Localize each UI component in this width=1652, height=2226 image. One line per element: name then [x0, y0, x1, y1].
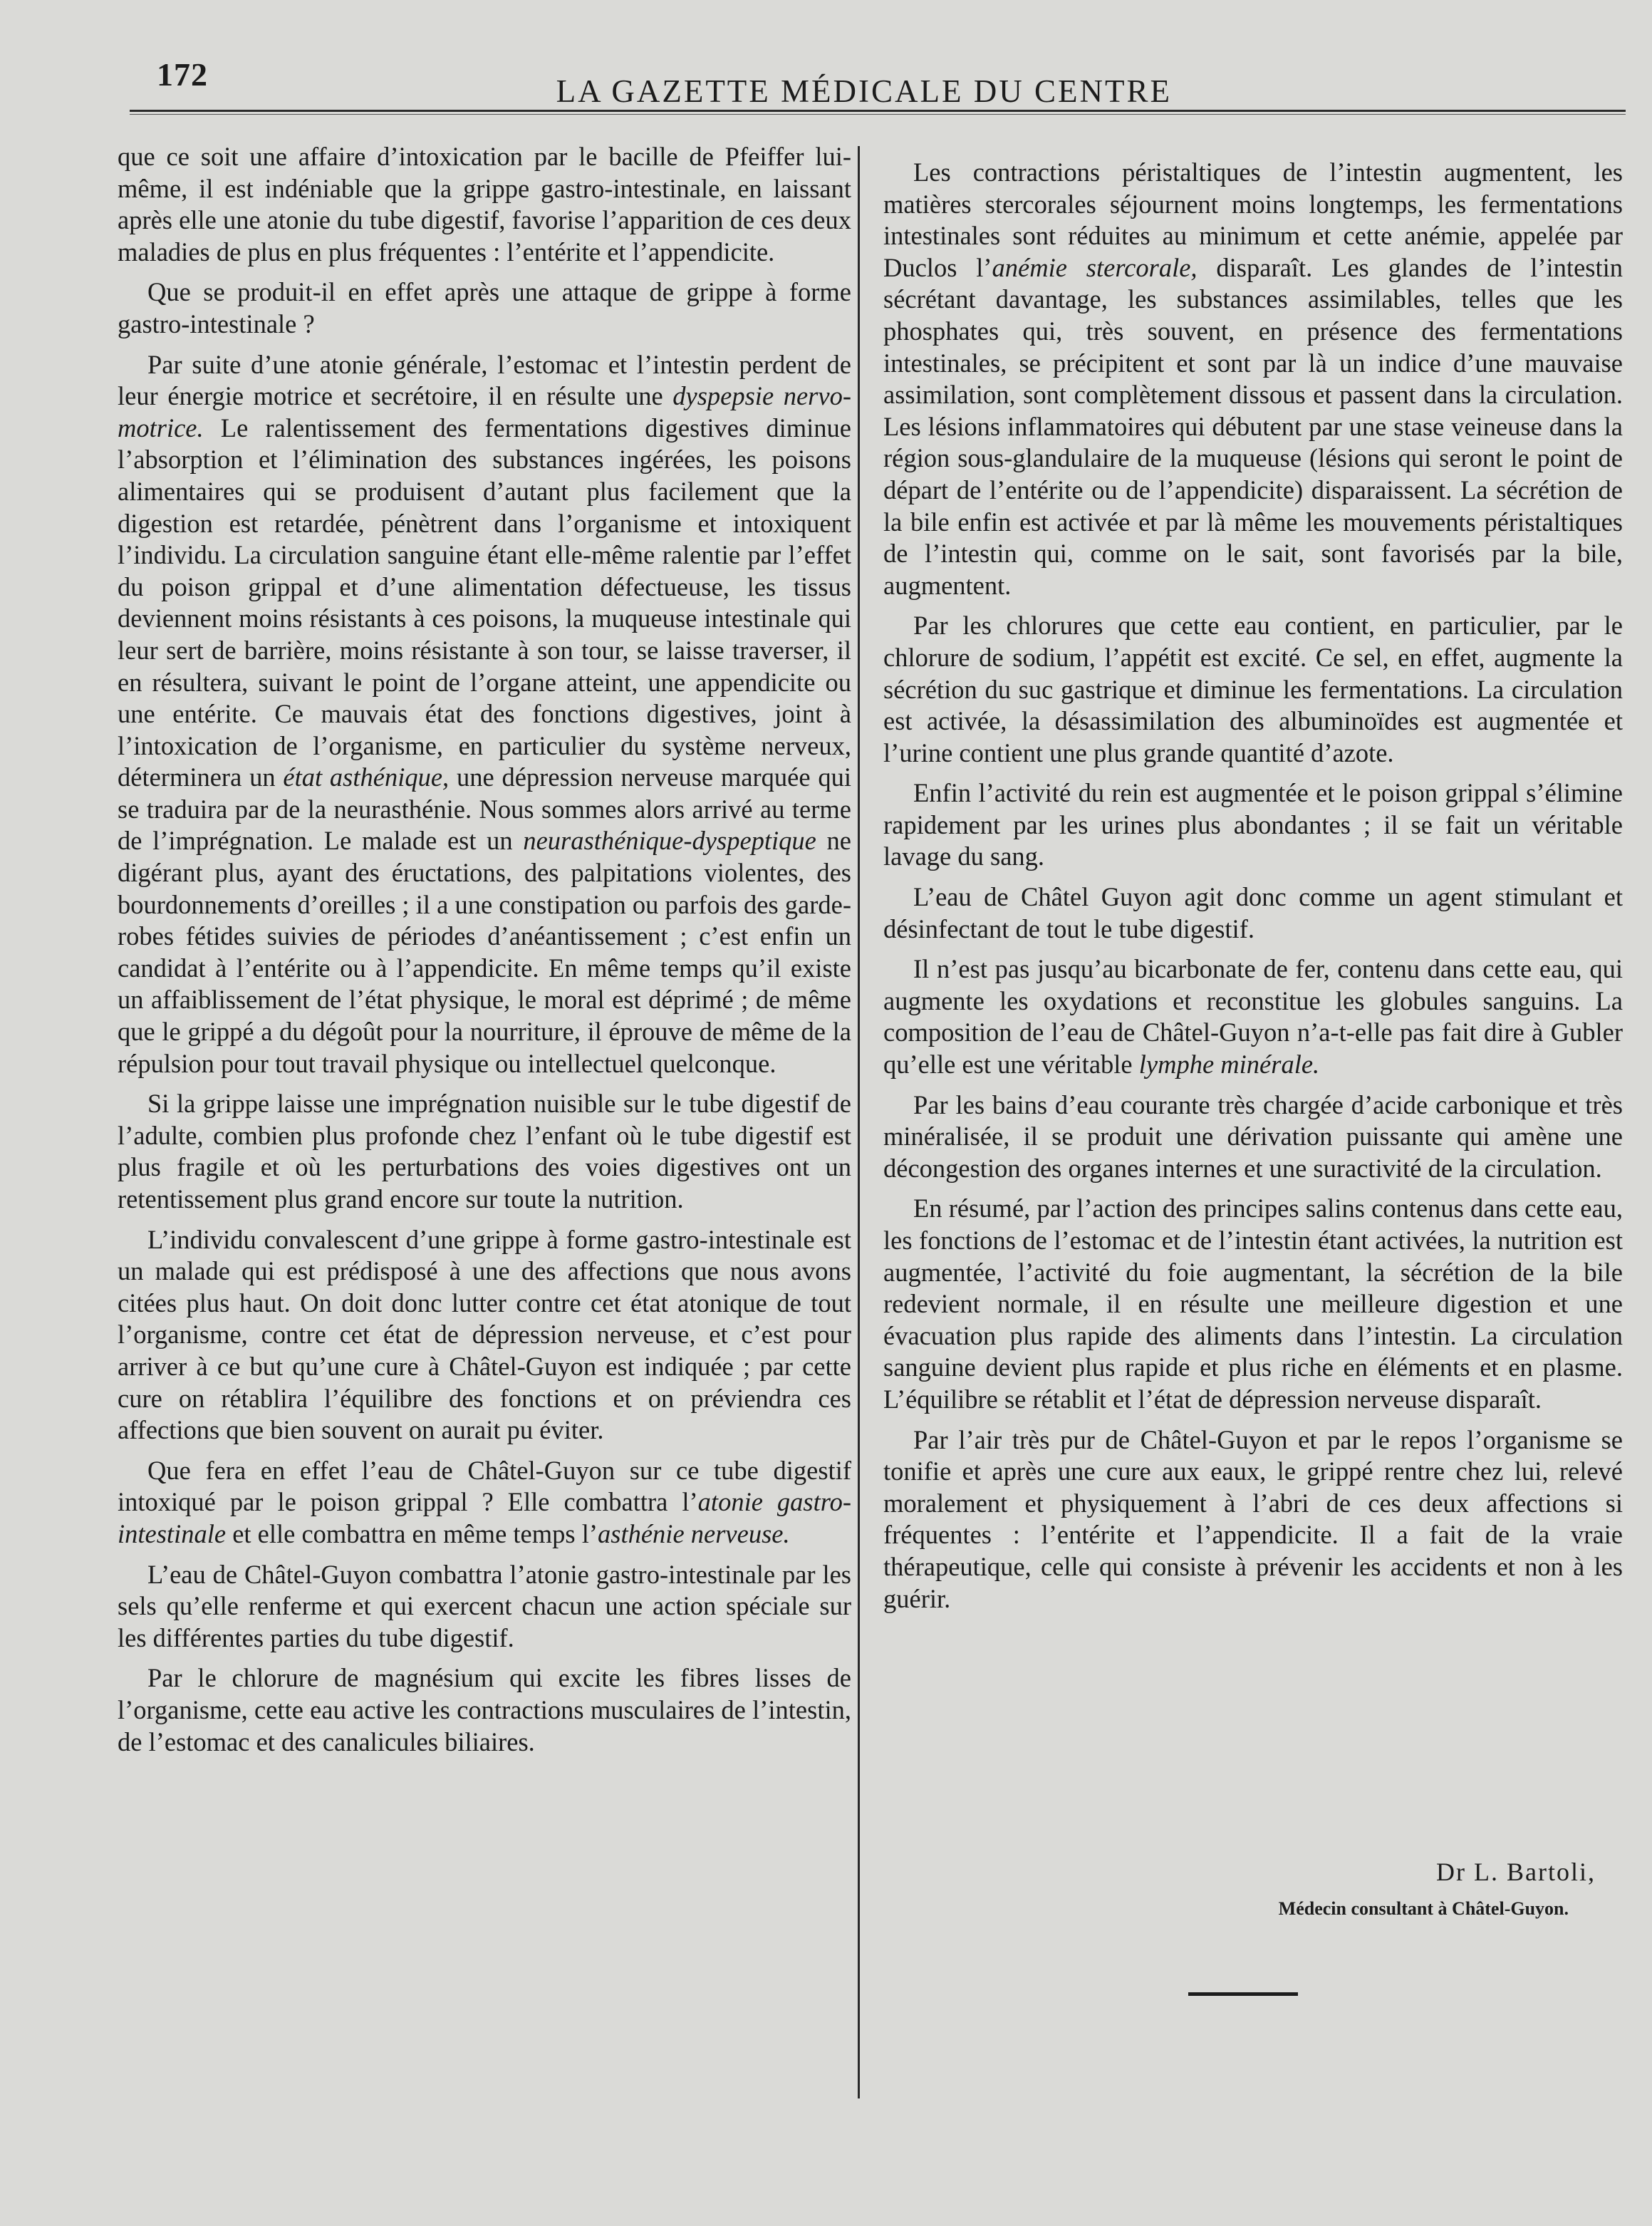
paragraph: Que se produit-il en effet après une attaque de grippe à forme gastro-intestinale ? [118, 277, 851, 338]
page-header [157, 56, 1624, 113]
column-divider [858, 146, 860, 2098]
italic-term: asthénie nerveuse. [598, 1518, 790, 1548]
paragraph: L’individu convalescent d’une grippe à forme gastro-intestinale est un malade qui est prédisposé à une des affections que nous avons citées plus haut. On doit donc lutter contre cet état atonique de tout l’organisme, contre cet état de dépression nerveuse, et c’est pour arriver à ce but qu’une cure à Châtel-Guyon est indiquée ; par cette cure on rétablira l’équilibre des fonctions et on préviendra ces affections que bien souvent on aurait pu éviter. [118, 1224, 851, 1445]
paragraph [883, 157, 1623, 601]
italic-term: atonie gastro-intestinale [118, 1487, 851, 1548]
text-run: Les contractions péristaltiques de l’intestin augmentent, les matières stercorales séjournent moins longtemps, les fermentations intestinales sont réduites au minimum et cette anémie, appelée par Duclos l’ [883, 157, 1623, 282]
text-run: et elle combattra en même temps l’ [226, 1518, 598, 1548]
header-rule [130, 110, 1626, 112]
author-title: Médecin consultant à Châtel-Guyon. [1278, 1898, 1569, 1919]
paragraph: que ce soit une affaire d’intoxication par le bacille de Pfeiffer lui-même, il est indéniable que la grippe gastro-intestinale, en laissant après elle une atonie du tube digestif, favorise l’apparition de ces deux maladies de plus en plus fréquentes : l’entérite et l’appendicite. [118, 142, 851, 266]
paragraph: En résumé, par l’action des principes salins contenus dans cette eau, les fonctions de l’estomac et de l’intestin étant activées, la nutrition est augmentée, l’activité du foie augmentant, la sécrétion de la bile redevient normale, il en résulte une meilleure digestion et une évacuation plus rapide des aliments dans l’intestin. La circulation sanguine devient plus rapide et plus riche en éléments et en plasme. L’équilibre se rétablit et l’état de dépression nerveuse disparaît. [883, 1194, 1623, 1414]
paragraph [118, 1455, 851, 1551]
article-end-rule [1188, 1992, 1298, 1996]
italic-term: état asthénique, [283, 762, 450, 792]
italic-term: neurasthénique-dyspeptique [523, 826, 816, 856]
text-run: Que fera en effet l’eau de Châtel-Guyon sur ce tube digestif intoxiqué par le poison grippal ? Elle combattra l’ [118, 1455, 851, 1517]
italic-term: anémie stercorale, [992, 252, 1198, 282]
paragraph: Par les bains d’eau courante très chargée d’acide carbonique et très minéralisée, il se produit une dérivation puissante qui amène une décongestion des organes internes et une suractivité de la circulation. [883, 1089, 1623, 1183]
text-run: ne digérant plus, ayant des éructations, des palpitations violentes, des bourdonnements d’oreilles ; il a une constipation ou parfois des garde-robes fétides suivies de périodes d’anéantissement ; c’est enfin un candidat à l’entérite ou à l’appendicite. En même temps qu’il existe un affaiblissement de l’état physique, le moral est déprimé ; de même que le grippé a du dégoût pour la nourriture, il éprouve de même de la répulsion pour tout travail physique ou intellectuel quelconque. [118, 826, 851, 1078]
text-run: Le ralentissement des fermentations digestives diminue l’absorption et l’élimination des substances ingérées, les poisons alimentaires qui se produisent d’autant plus facilement que la digestion est retardée, pénètrent dans l’organisme et intoxiquent l’individu. La circulation sanguine étant elle-même ralentie par l’effet du poison grippal et d’une alimentation défectueuse, les tissus deviennent moins résistants à ces poisons, la muqueuse intestinale qui leur sert de barrière, moins résistante à son tour, se laisse traverser, il en résultera, suivant le point de l’organe atteint, une appendicite ou une entérite. Ce mauvais état des fonctions digestives, joint à l’intoxication de l’organisme, en particulier du système nerveux, déterminera un [118, 413, 851, 792]
paragraph: Par le chlorure de magnésium qui excite les fibres lisses de l’organisme, cette eau active les contractions musculaires de l’intestin, de l’estomac et des canalicules biliaires. [118, 1663, 851, 1756]
text-run: Par suite d’une atonie générale, l’estomac et l’intestin perdent de leur énergie motrice et secrétoire, il en résulte une [118, 349, 851, 411]
left-column [118, 141, 851, 1766]
paragraph: Par l’air très pur de Châtel-Guyon et par le repos l’organisme se tonifie et après une cure aux eaux, le grippé rentre chez lui, relevé moralement et physiquement à l’abri de ces deux affections si fréquentes : l’entérite et l’appendicite. Il a fait de la vraie thérapeutique, celle qui consiste à prévenir les accidents et non à les guérir. [883, 1424, 1623, 1613]
paragraph: L’eau de Châtel-Guyon combattra l’atonie gastro-intestinale par les sels qu’elle renferme et qui exercent chacun une action spéciale sur les différentes parties du tube digestif. [118, 1559, 851, 1652]
author-name: Dr L. Bartoli, [1436, 1858, 1596, 1886]
italic-term: dyspepsie nervo-motrice. [118, 381, 851, 442]
paragraph [883, 953, 1623, 1080]
text-run: Il n’est pas jusqu’au bicarbonate de fer, contenu dans cette eau, qui augmente les oxydations et reconstitue les globules sanguins. La composition de l’eau de Châtel-Guyon n’a-t-elle pas fait dire à Gubler qu’elle est une véritable [883, 954, 1623, 1080]
header-rule-thin [130, 114, 1626, 115]
journal-title: LA GAZETTE MÉDICALE DU CENTRE [556, 73, 1172, 109]
paragraph: Enfin l’activité du rein est augmentée et le poison grippal s’élimine rapidement par les urines plus abondantes ; il se fait un véritable lavage du sang. [883, 778, 1623, 871]
right-column [883, 157, 1623, 1623]
author-signature [883, 1857, 1596, 1920]
page-number: 172 [157, 56, 208, 93]
paragraph: Par les chlorures que cette eau contient, en particulier, par le chlorure de sodium, l’appétit est excité. Ce sel, en effet, augmente la sécrétion du suc gastrique et diminue les fermentations. La circulation est activée, la désassimilation des albuminoïdes est augmentée et l’urine contient une plus grande quantité d’azote. [883, 611, 1623, 767]
paragraph: Si la grippe laisse une imprégnation nuisible sur le tube digestif de l’adulte, combien plus profonde chez l’enfant où le tube digestif est plus fragile et où les perturbations des voies digestives ont un retentissement plus grand encore sur toute la nutrition. [118, 1089, 851, 1213]
text-run: disparaît. Les glandes de l’intestin sécrétant davantage, les substances assimilables, telles que les phosphates qui, très souvent, en présence des fermentations intestinales, se précipitent et sont par là un indice d’une mauvaise assimilation, sont complètement dissous et passent dans la circulation. Les lésions inflammatoires qui débutent par une stase veineuse dans la région sous-glandulaire de la muqueuse (lésions qui seront le point de départ de l’entérite ou de l’appendicite) disparaissent. La sécrétion de la bile enfin est activée et par là même les mouvements péristaltiques de l’intestin qui, comme on le sait, sont favorisés par la bile, augmentent. [883, 252, 1623, 600]
text-run: une dépression nerveuse marquée qui se traduira par de la neurasthénie. Nous sommes alors arrivé au terme de l’imprégnation. Le malade est un [118, 762, 851, 856]
italic-term: lymphe minérale. [1138, 1050, 1320, 1080]
paragraph [118, 349, 851, 1080]
paragraph: L’eau de Châtel Guyon agit donc comme un agent stimulant et désinfectant de tout le tube digestif. [883, 882, 1623, 943]
